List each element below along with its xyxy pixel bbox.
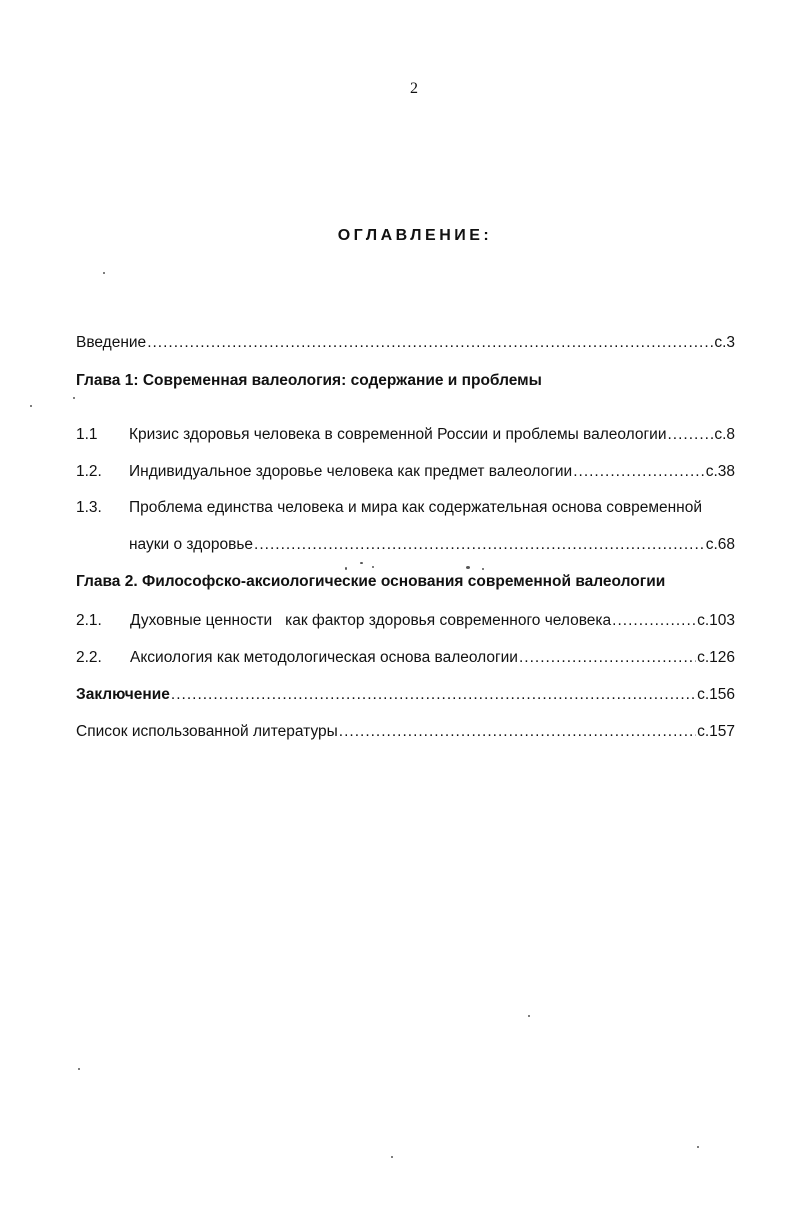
dot-leader: [612, 612, 696, 630]
toc-page-ref: с.3: [714, 334, 735, 351]
dot-leader: [254, 536, 705, 554]
section-number: 1.1: [76, 426, 98, 443]
toc-chapter-1[interactable]: [76, 372, 735, 392]
chapter-heading: Глава 2. Философско-аксиологические основания современной валеологии: [76, 573, 666, 590]
toc-section-2-1[interactable]: [76, 612, 735, 632]
toc-page-ref: с.103: [697, 612, 735, 629]
section-number: 1.2.: [76, 463, 102, 480]
dot-leader: [519, 649, 696, 667]
section-number: 1.3.: [76, 499, 102, 516]
dot-leader: [339, 723, 696, 741]
section-label: Индивидуальное здоровье человека как предмет валеологии: [129, 463, 573, 480]
toc-entry-label: Введение: [76, 334, 147, 351]
toc-entry-label: Заключение: [76, 686, 170, 703]
scan-speck: [466, 566, 470, 569]
scan-speck: [391, 1156, 393, 1158]
toc-section-1-2[interactable]: [76, 463, 735, 483]
section-label-line2: науки о здоровье: [129, 536, 254, 553]
toc-page-ref: с.68: [705, 536, 735, 553]
scan-speck: [372, 566, 374, 568]
scan-speck: [103, 272, 105, 274]
dot-leader: [147, 334, 713, 352]
scan-speck: [78, 1068, 80, 1070]
toc-entry-intro[interactable]: [76, 334, 735, 354]
section-label: Кризис здоровья человека в современной России и проблемы валеологии: [129, 426, 667, 443]
section-label: Аксиология как методологическая основа валеологии: [130, 649, 518, 666]
toc-entry-bibliography[interactable]: [76, 723, 735, 743]
toc-section-2-2[interactable]: [76, 649, 735, 669]
toc-title: ОГЛАВЛЕНИЕ:: [337, 227, 493, 244]
section-number: 2.1.: [76, 612, 102, 629]
toc-entry-label: Список использованной литературы: [76, 723, 338, 740]
toc-page-ref: с.157: [697, 723, 735, 740]
scan-speck: [345, 567, 347, 570]
toc-entry-conclusion[interactable]: [76, 686, 735, 706]
scan-speck: [360, 562, 363, 564]
chapter-heading: Глава 1: Современная валеология: содержание и проблемы: [76, 372, 542, 389]
toc-page-ref: с.38: [705, 463, 735, 480]
toc-section-1-1[interactable]: [76, 426, 735, 446]
section-label: Духовные ценности как фактор здоровья современного человека: [130, 612, 612, 629]
toc-section-1-3-continued[interactable]: [129, 536, 735, 556]
page-number: 2: [410, 80, 418, 97]
section-number: 2.2.: [76, 649, 102, 666]
scan-speck: [528, 1015, 530, 1017]
toc-page-ref: с.8: [714, 426, 735, 443]
scan-speck: [30, 405, 32, 407]
toc-chapter-2[interactable]: [76, 573, 735, 593]
toc-section-1-3[interactable]: [76, 499, 735, 519]
scan-speck: [482, 568, 484, 570]
dot-leader: [171, 686, 696, 704]
scan-speck: [73, 397, 75, 399]
dot-leader: [667, 426, 713, 444]
dot-leader: [573, 463, 704, 481]
section-label-line1: Проблема единства человека и мира как содержательная основа современной: [129, 499, 702, 516]
scan-speck: [697, 1146, 699, 1148]
toc-page-ref: с.156: [697, 686, 735, 703]
toc-page-ref: с.126: [697, 649, 735, 666]
